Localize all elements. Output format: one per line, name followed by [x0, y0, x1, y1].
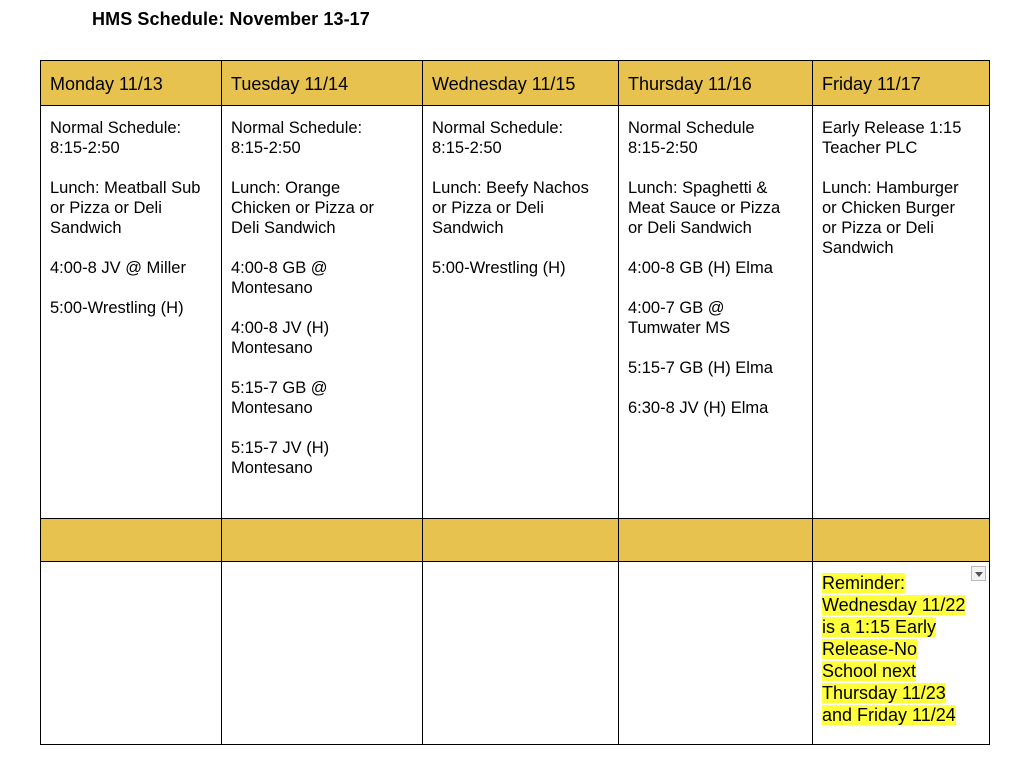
- schedule-line: 4:00-8 JV (H): [231, 319, 330, 337]
- spacer-cell[interactable]: [222, 519, 423, 562]
- schedule-line: Montesano: [231, 339, 313, 357]
- schedule-line: 6:30-8 JV (H) Elma: [628, 399, 769, 417]
- reminder-line: Wednesday 11/22: [822, 595, 966, 615]
- note-cell[interactable]: [222, 562, 423, 745]
- schedule-line: Normal Schedule: [628, 119, 755, 137]
- reminder-line: Reminder:: [822, 573, 906, 593]
- spacer-cell[interactable]: [41, 519, 222, 562]
- schedule-line: or Chicken Burger: [822, 199, 955, 217]
- line-spacer: [432, 158, 612, 178]
- schedule-line: Sandwich: [50, 219, 122, 237]
- line-spacer: [822, 158, 983, 178]
- line-spacer: [628, 278, 806, 298]
- note-cell[interactable]: [423, 562, 619, 745]
- schedule-line: Lunch: Meatball Sub: [50, 179, 201, 197]
- schedule-line: Lunch: Orange: [231, 179, 341, 197]
- line-spacer: [50, 278, 215, 298]
- schedule-line: 5:15-7 GB (H) Elma: [628, 359, 773, 377]
- line-spacer: [231, 358, 416, 378]
- schedule-details-row: [41, 106, 990, 519]
- line-spacer: [628, 158, 806, 178]
- schedule-line: Chicken or Pizza or: [231, 199, 375, 217]
- spacer-cell[interactable]: [619, 519, 813, 562]
- schedule-line: 5:15-7 GB @: [231, 379, 328, 397]
- schedule-line: 5:15-7 JV (H): [231, 439, 330, 457]
- schedule-line: or Deli Sandwich: [628, 219, 752, 237]
- day-cell-friday[interactable]: [813, 106, 990, 519]
- schedule-line: 4:00-8 JV @ Miller: [50, 259, 186, 277]
- reminder-cell[interactable]: [813, 562, 990, 745]
- schedule-line: 4:00-7 GB @: [628, 299, 725, 317]
- line-spacer: [50, 238, 215, 258]
- line-spacer: [628, 338, 806, 358]
- schedule-line: 5:00-Wrestling (H): [50, 299, 184, 317]
- day-header: Thursday 11/16: [619, 61, 813, 106]
- day-header: Monday 11/13: [41, 61, 222, 106]
- schedule-line: or Pizza or Deli: [50, 199, 162, 217]
- day-cell-monday[interactable]: [41, 106, 222, 519]
- line-spacer: [231, 238, 416, 258]
- schedule-line: Montesano: [231, 279, 313, 297]
- day-header: Tuesday 11/14: [222, 61, 423, 106]
- schedule-line: 5:00-Wrestling (H): [432, 259, 566, 277]
- reminder-line: Release-No: [822, 639, 918, 659]
- schedule-line: Montesano: [231, 399, 313, 417]
- schedule-line: Meat Sauce or Pizza: [628, 199, 781, 217]
- schedule-line: Deli Sandwich: [231, 219, 336, 237]
- schedule-line: Sandwich: [822, 239, 894, 257]
- schedule-line: Lunch: Spaghetti &: [628, 179, 768, 197]
- spacer-cell[interactable]: [423, 519, 619, 562]
- schedule-line: 8:15-2:50: [628, 139, 698, 157]
- schedule-line: 4:00-8 GB @: [231, 259, 328, 277]
- line-spacer: [432, 238, 612, 258]
- day-header: Friday 11/17: [813, 61, 990, 106]
- reminder-note: [822, 572, 972, 726]
- note-cell[interactable]: [41, 562, 222, 745]
- schedule-line: Teacher PLC: [822, 139, 918, 157]
- day-cell-wednesday[interactable]: [423, 106, 619, 519]
- line-spacer: [231, 298, 416, 318]
- line-spacer: [231, 158, 416, 178]
- header-row: [41, 61, 990, 106]
- schedule-line: Normal Schedule:: [231, 119, 363, 137]
- schedule-line: Normal Schedule:: [432, 119, 564, 137]
- line-spacer: [628, 238, 806, 258]
- line-spacer: [628, 378, 806, 398]
- day-header: Wednesday 11/15: [423, 61, 619, 106]
- day-cell-tuesday[interactable]: [222, 106, 423, 519]
- schedule-line: or Pizza or Deli: [822, 219, 934, 237]
- reminder-line: and Friday 11/24: [822, 705, 956, 725]
- schedule-line: Tumwater MS: [628, 319, 731, 337]
- schedule-line: Normal Schedule:: [50, 119, 182, 137]
- schedule-line: 8:15-2:50: [432, 139, 502, 157]
- schedule-line: Early Release 1:15: [822, 119, 962, 137]
- schedule-line: or Pizza or Deli: [432, 199, 544, 217]
- spacer-cell[interactable]: [813, 519, 990, 562]
- schedule-table: [40, 60, 990, 745]
- line-spacer: [50, 158, 215, 178]
- schedule-line: Montesano: [231, 459, 313, 477]
- dropdown-arrow-icon[interactable]: [971, 566, 986, 581]
- day-cell-thursday[interactable]: [619, 106, 813, 519]
- reminder-line: School next: [822, 661, 917, 681]
- reminder-line: is a 1:15 Early: [822, 617, 937, 637]
- schedule-line: 8:15-2:50: [50, 139, 120, 157]
- schedule-line: Lunch: Beefy Nachos: [432, 179, 589, 197]
- note-cell[interactable]: [619, 562, 813, 745]
- spacer-row: [41, 519, 990, 562]
- schedule-line: 4:00-8 GB (H) Elma: [628, 259, 773, 277]
- notes-row: [41, 562, 990, 745]
- schedule-line: Sandwich: [432, 219, 504, 237]
- reminder-line: Thursday 11/23: [822, 683, 946, 703]
- schedule-line: Lunch: Hamburger: [822, 179, 959, 197]
- line-spacer: [231, 418, 416, 438]
- schedule-line: 8:15-2:50: [231, 139, 301, 157]
- page-title: HMS Schedule: November 13-17: [92, 9, 370, 29]
